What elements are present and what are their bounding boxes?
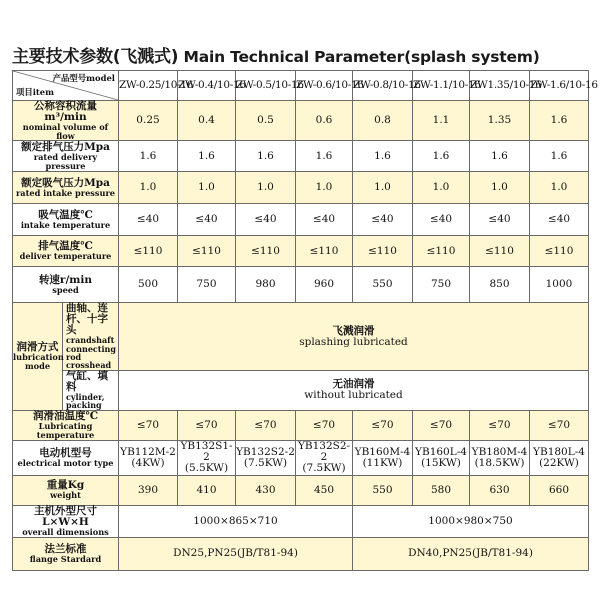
volume-value: 0.5 — [236, 101, 296, 141]
lub-temp-value: ≤70 — [530, 410, 589, 440]
speed-row — [13, 267, 589, 303]
speed-value: 850 — [470, 267, 530, 303]
model-header: ZW-1.1/10-16 — [413, 71, 470, 101]
speed-value: 550 — [353, 267, 413, 303]
intake-temperature-value: ≤40 — [178, 204, 236, 236]
speed-value: 750 — [178, 267, 236, 303]
motor-value: YB160M-4 (11KW) — [353, 440, 413, 475]
speed-value: 960 — [296, 267, 353, 303]
lub-temp-value: ≤70 — [413, 410, 470, 440]
deliver-temperature-value: ≤110 — [413, 236, 470, 267]
intake-temperature-value: ≤40 — [470, 204, 530, 236]
speed-value: 1000 — [530, 267, 589, 303]
delivery-pressure-value: 1.6 — [178, 141, 236, 172]
intake-pressure-value: 1.0 — [296, 172, 353, 204]
row-label: 电动机型号 electrical motor type — [13, 440, 119, 475]
delivery-pressure-value: 1.6 — [236, 141, 296, 172]
speed-value: 750 — [413, 267, 470, 303]
model-label: 产品型号model — [52, 73, 115, 83]
volume-value: 0.25 — [119, 101, 178, 141]
lub-temp-value: ≤70 — [178, 410, 236, 440]
motor-row — [13, 440, 589, 475]
delivery-pressure-value: 1.6 — [296, 141, 353, 172]
delivery-pressure-value: 1.6 — [470, 141, 530, 172]
flange-group2: DN40,PN25(JB/T81-94) — [353, 537, 589, 570]
lubrication-row-2 — [13, 370, 589, 410]
row-label: 排气温度℃ deliver temperature — [13, 236, 119, 267]
spec-table — [12, 70, 598, 571]
row-label: 法兰标准 flange Stardard — [13, 537, 119, 570]
lubricating-temperature-row — [13, 410, 589, 440]
intake-pressure-value: 1.0 — [413, 172, 470, 204]
intake-pressure-value: 1.0 — [178, 172, 236, 204]
volume-value: 0.4 — [178, 101, 236, 141]
weight-value: 660 — [530, 475, 589, 505]
title-chinese: 主要技术参数(飞溅式) — [12, 47, 179, 67]
lub-temp-value: ≤70 — [353, 410, 413, 440]
deliver-temperature-value: ≤110 — [470, 236, 530, 267]
row-label: 吸气温度℃ intake temperature — [13, 204, 119, 236]
model-header: ZW1.35/10-16 — [470, 71, 530, 101]
model-header: ZW-0.5/10-16 — [236, 71, 296, 101]
lub-temp-value: ≤70 — [470, 410, 530, 440]
volume-value: 1.35 — [470, 101, 530, 141]
delivery-pressure-value: 1.6 — [530, 141, 589, 172]
motor-value: YB180L-4 (22KW) — [530, 440, 589, 475]
lub-temp-value: ≤70 — [296, 410, 353, 440]
title-english: Main Technical Parameter(splash system) — [183, 48, 540, 66]
intake-pressure-value: 1.0 — [530, 172, 589, 204]
motor-value: YB132S1-2 (5.5KW) — [178, 440, 236, 475]
deliver-temperature-value: ≤110 — [353, 236, 413, 267]
volume-value: 1.6 — [530, 101, 589, 141]
row-label: 转速r/min speed — [13, 267, 119, 303]
lubrication-value-oilless: 无油润滑 without lubricated — [119, 370, 589, 410]
model-header: ZW-0.6/10-16 — [296, 71, 353, 101]
weight-value: 410 — [178, 475, 236, 505]
motor-value: YB160L-4 (15KW) — [413, 440, 470, 475]
intake-temperature-value: ≤40 — [119, 204, 178, 236]
row-label: 公称容积流量m³/min nominal volume of flow — [13, 101, 119, 141]
delivery-pressure-value: 1.6 — [413, 141, 470, 172]
page-title — [12, 42, 592, 66]
speed-value: 500 — [119, 267, 178, 303]
motor-value: YB112M-2 (4KW) — [119, 440, 178, 475]
model-header: ZW-0.25/10-16 — [119, 71, 178, 101]
deliver-temperature-row — [13, 236, 589, 267]
volume-row — [13, 101, 589, 141]
row-label: 润滑油温度℃ Lubricating temperature — [13, 410, 119, 440]
delivery-pressure-row — [13, 141, 589, 172]
weight-value: 550 — [353, 475, 413, 505]
weight-row — [13, 475, 589, 505]
lubrication-row — [13, 303, 589, 371]
weight-value: 630 — [470, 475, 530, 505]
dimensions-group2: 1000×980×750 — [353, 505, 589, 537]
weight-value: 450 — [296, 475, 353, 505]
intake-pressure-row — [13, 172, 589, 204]
lub-temp-value: ≤70 — [119, 410, 178, 440]
intake-temperature-value: ≤40 — [530, 204, 589, 236]
weight-value: 580 — [413, 475, 470, 505]
intake-temperature-row — [13, 204, 589, 236]
volume-value: 0.6 — [296, 101, 353, 141]
header-row — [13, 71, 589, 101]
intake-pressure-value: 1.0 — [470, 172, 530, 204]
dimensions-group1: 1000×865×710 — [119, 505, 353, 537]
model-header: ZW-1.6/10-16 — [530, 71, 589, 101]
intake-pressure-value: 1.0 — [119, 172, 178, 204]
speed-value: 980 — [236, 267, 296, 303]
deliver-temperature-value: ≤110 — [178, 236, 236, 267]
intake-pressure-value: 1.0 — [236, 172, 296, 204]
intake-temperature-value: ≤40 — [413, 204, 470, 236]
lub-temp-value: ≤70 — [236, 410, 296, 440]
delivery-pressure-value: 1.6 — [119, 141, 178, 172]
item-label: 项目item — [16, 87, 54, 98]
model-header: ZW-0.8/10-16 — [353, 71, 413, 101]
header-corner-cell — [13, 71, 119, 101]
volume-value: 1.1 — [413, 101, 470, 141]
deliver-temperature-value: ≤110 — [119, 236, 178, 267]
intake-temperature-value: ≤40 — [236, 204, 296, 236]
deliver-temperature-value: ≤110 — [296, 236, 353, 267]
delivery-pressure-value: 1.6 — [353, 141, 413, 172]
row-label: 主机外型尺寸L×W×H overall dimensions — [13, 505, 119, 537]
flange-row — [13, 537, 589, 570]
intake-pressure-value: 1.0 — [353, 172, 413, 204]
row-label: 重量Kg weight — [13, 475, 119, 505]
deliver-temperature-value: ≤110 — [236, 236, 296, 267]
lubrication-part-cylinder: 气缸、填料 cylinder, packing — [63, 370, 119, 410]
deliver-temperature-value: ≤110 — [530, 236, 589, 267]
motor-value: YB180M-4 (18.5KW) — [470, 440, 530, 475]
volume-value: 0.8 — [353, 101, 413, 141]
row-label: 额定吸气压力Mpa rated intake pressure — [13, 172, 119, 204]
dimensions-row — [13, 505, 589, 537]
intake-temperature-value: ≤40 — [296, 204, 353, 236]
model-header: ZW-0.4/10-16 — [178, 71, 236, 101]
lubrication-label: 润滑方式 lubrication mode — [13, 303, 63, 410]
weight-value: 430 — [236, 475, 296, 505]
lubrication-part-crankshaft: 曲轴、连杆、十字头 crandshaft connecting rod crosshead — [63, 303, 119, 371]
lubrication-value-splash: 飞溅润滑 splashing lubricated — [119, 303, 589, 371]
flange-group1: DN25,PN25(JB/T81-94) — [119, 537, 353, 570]
motor-value: YB132S2-2 (7.5KW) — [236, 440, 296, 475]
weight-value: 390 — [119, 475, 178, 505]
motor-value: YB132S2-2 (7.5KW) — [296, 440, 353, 475]
intake-temperature-value: ≤40 — [353, 204, 413, 236]
row-label: 额定排气压力Mpa rated delivery pressure — [13, 141, 119, 172]
